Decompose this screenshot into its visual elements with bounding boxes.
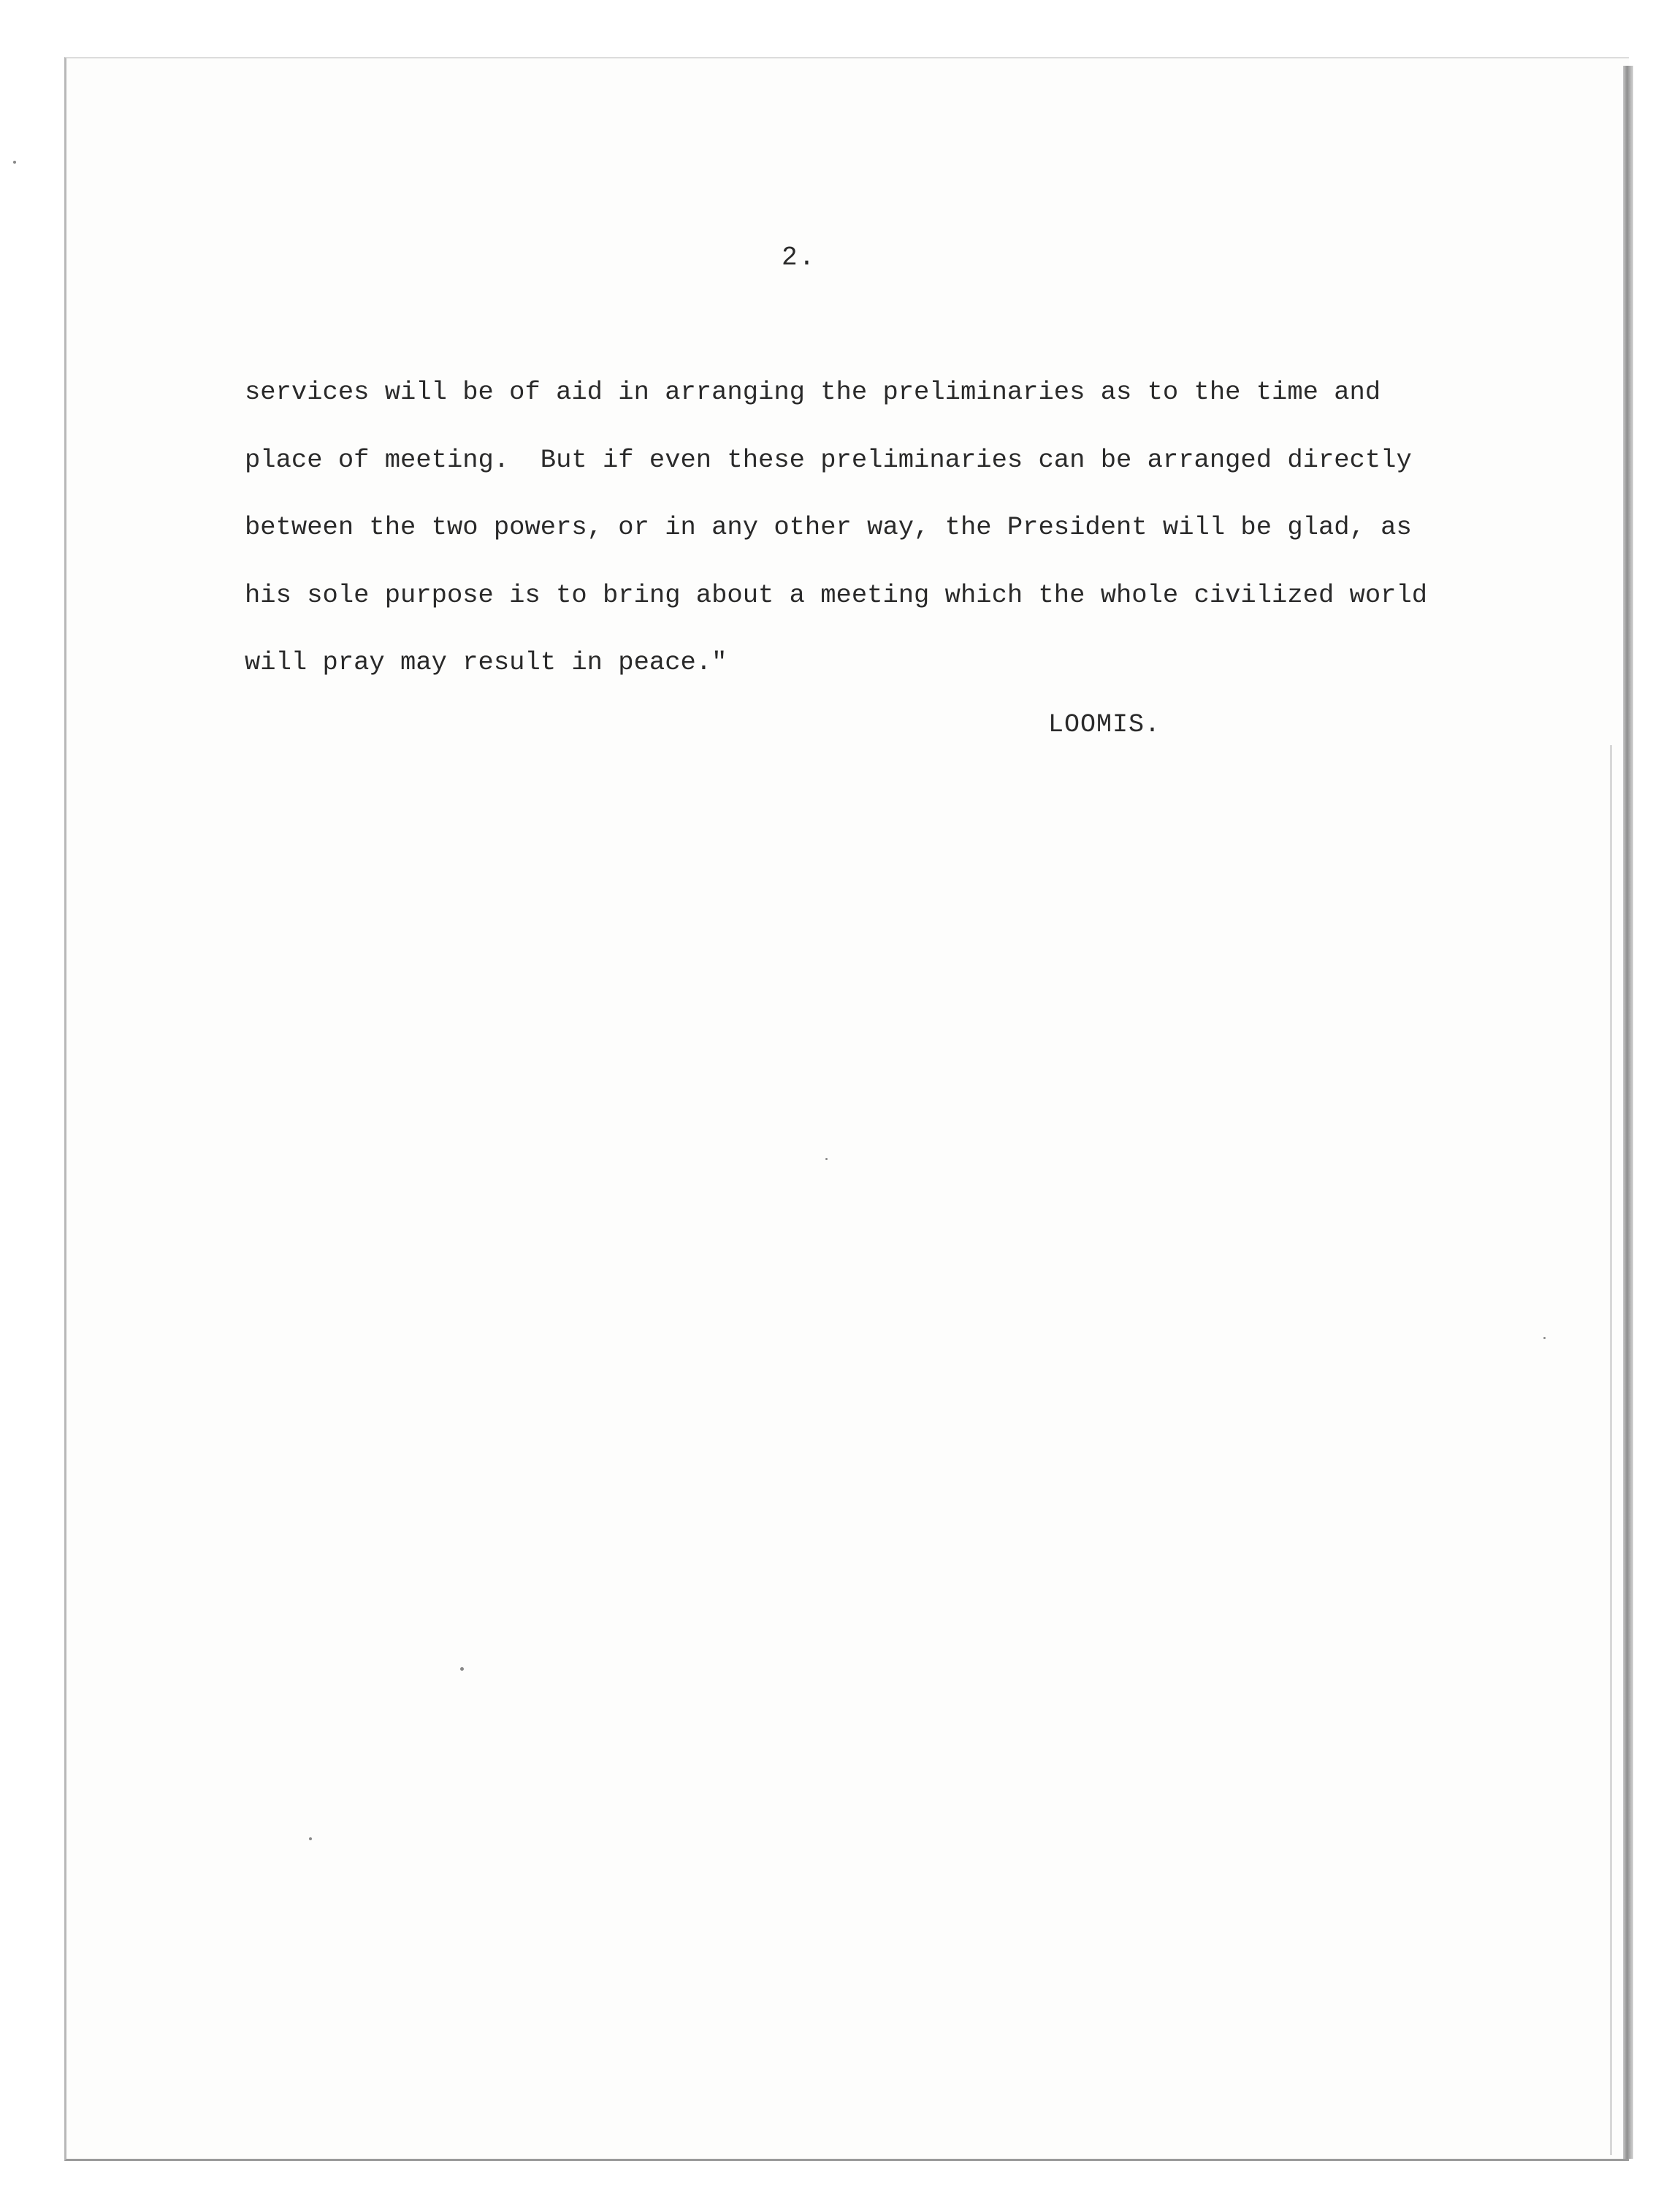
page-edge-inner: [1610, 745, 1612, 2155]
page-edge: [1623, 66, 1633, 2159]
text-line: will pray may result in peace.": [245, 647, 728, 677]
text-line: place of meeting. But if even these preliminaries can be arranged directly: [245, 444, 1412, 475]
page-number: 2.: [782, 243, 817, 272]
paper-speck: [460, 1667, 464, 1671]
text-line: between the two powers, or in any other way, the President will be glad, as: [245, 512, 1412, 542]
text-line: services will be of aid in arranging the preliminaries as to the time and: [245, 377, 1381, 407]
paper-speck: [1543, 1337, 1546, 1339]
document-page: [64, 57, 1629, 2161]
paper-speck: [13, 161, 16, 164]
letter-body: [245, 374, 1486, 712]
paper-speck: [825, 1158, 828, 1160]
signature: LOOMIS.: [1048, 710, 1161, 739]
paper-speck: [309, 1837, 312, 1840]
text-line: his sole purpose is to bring about a meeting which the whole civilized world: [245, 579, 1428, 610]
